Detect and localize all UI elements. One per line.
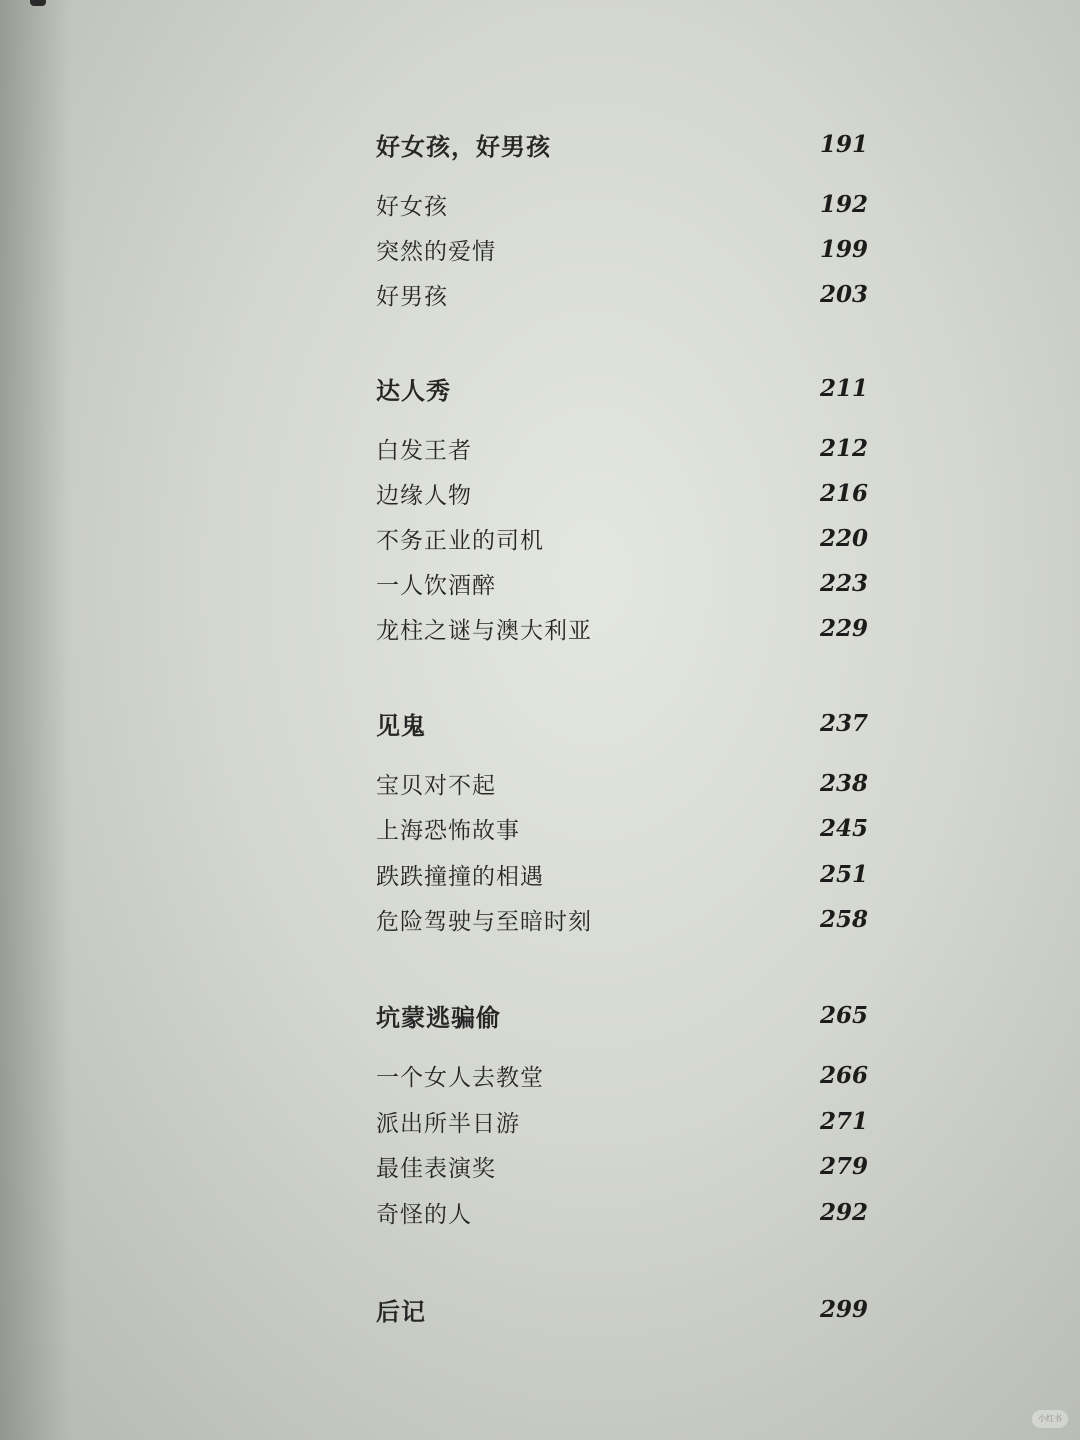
entry-title: 白发王者 xyxy=(376,437,472,464)
toc-section-row xyxy=(376,368,868,408)
entry-page-number: 266 xyxy=(819,1061,868,1089)
entry-title: 危险驾驶与至暗时刻 xyxy=(376,908,592,935)
entry-title: 跌跌撞撞的相遇 xyxy=(376,863,544,890)
toc-entry-row xyxy=(376,229,868,269)
entry-title: 一人饮酒醉 xyxy=(376,572,496,599)
toc-section-row xyxy=(376,995,868,1035)
toc-section-row xyxy=(376,1289,868,1329)
section-title: 见鬼 xyxy=(376,710,426,740)
table-of-contents xyxy=(376,0,868,1440)
section-page-number: 299 xyxy=(819,1295,868,1323)
entry-title: 最佳表演奖 xyxy=(376,1155,496,1182)
section-title: 达人秀 xyxy=(376,375,451,405)
toc-entry-row xyxy=(376,563,868,603)
entry-page-number: 229 xyxy=(819,614,868,642)
entry-page-number: 223 xyxy=(819,569,868,597)
corner-mark xyxy=(30,0,46,6)
section-title: 坑蒙逃骗偷 xyxy=(376,1002,501,1032)
toc-entry-row xyxy=(376,808,868,848)
entry-title: 宝贝对不起 xyxy=(376,772,496,799)
toc-entry-row xyxy=(376,274,868,314)
section-page-number: 191 xyxy=(819,130,868,158)
entry-page-number: 199 xyxy=(819,235,868,263)
entry-title: 奇怪的人 xyxy=(376,1201,472,1228)
toc-entry-row xyxy=(376,184,868,224)
entry-title: 突然的爱情 xyxy=(376,238,496,265)
section-page-number: 265 xyxy=(819,1001,868,1029)
entry-page-number: 279 xyxy=(819,1152,868,1180)
toc-entry-row xyxy=(376,899,868,939)
entry-title: 边缘人物 xyxy=(376,482,472,509)
entry-title: 不务正业的司机 xyxy=(376,527,544,554)
entry-title: 好男孩 xyxy=(376,283,448,310)
entry-page-number: 245 xyxy=(819,814,868,842)
toc-section-row xyxy=(376,703,868,743)
entry-page-number: 292 xyxy=(819,1198,868,1226)
entry-title: 一个女人去教堂 xyxy=(376,1064,544,1091)
toc-entry-row xyxy=(376,518,868,558)
toc-entry-row xyxy=(376,854,868,894)
entry-page-number: 271 xyxy=(819,1107,868,1135)
entry-page-number: 251 xyxy=(819,860,868,888)
toc-entry-row xyxy=(376,473,868,513)
entry-page-number: 238 xyxy=(819,769,868,797)
toc-entry-row xyxy=(376,763,868,803)
entry-page-number: 212 xyxy=(819,434,868,462)
entry-page-number: 258 xyxy=(819,905,868,933)
entry-title: 派出所半日游 xyxy=(376,1110,520,1137)
toc-entry-row xyxy=(376,608,868,648)
toc-entry-row xyxy=(376,1055,868,1095)
page-spine-shadow xyxy=(0,0,70,1440)
toc-entry-row xyxy=(376,428,868,468)
toc-section-row xyxy=(376,124,868,164)
section-page-number: 211 xyxy=(819,374,868,402)
entry-title: 上海恐怖故事 xyxy=(376,817,520,844)
toc-entry-row xyxy=(376,1192,868,1232)
entry-page-number: 203 xyxy=(819,280,868,308)
section-title: 好女孩，好男孩 xyxy=(376,131,551,161)
watermark-logo: 小红书 xyxy=(1032,1410,1068,1428)
entry-title: 好女孩 xyxy=(376,193,448,220)
entry-title: 龙柱之谜与澳大利亚 xyxy=(376,617,592,644)
entry-page-number: 216 xyxy=(819,479,868,507)
toc-entry-row xyxy=(376,1101,868,1141)
section-page-number: 237 xyxy=(819,709,868,737)
entry-page-number: 220 xyxy=(819,524,868,552)
toc-entry-row xyxy=(376,1146,868,1186)
section-title: 后记 xyxy=(376,1296,426,1326)
entry-page-number: 192 xyxy=(819,190,868,218)
